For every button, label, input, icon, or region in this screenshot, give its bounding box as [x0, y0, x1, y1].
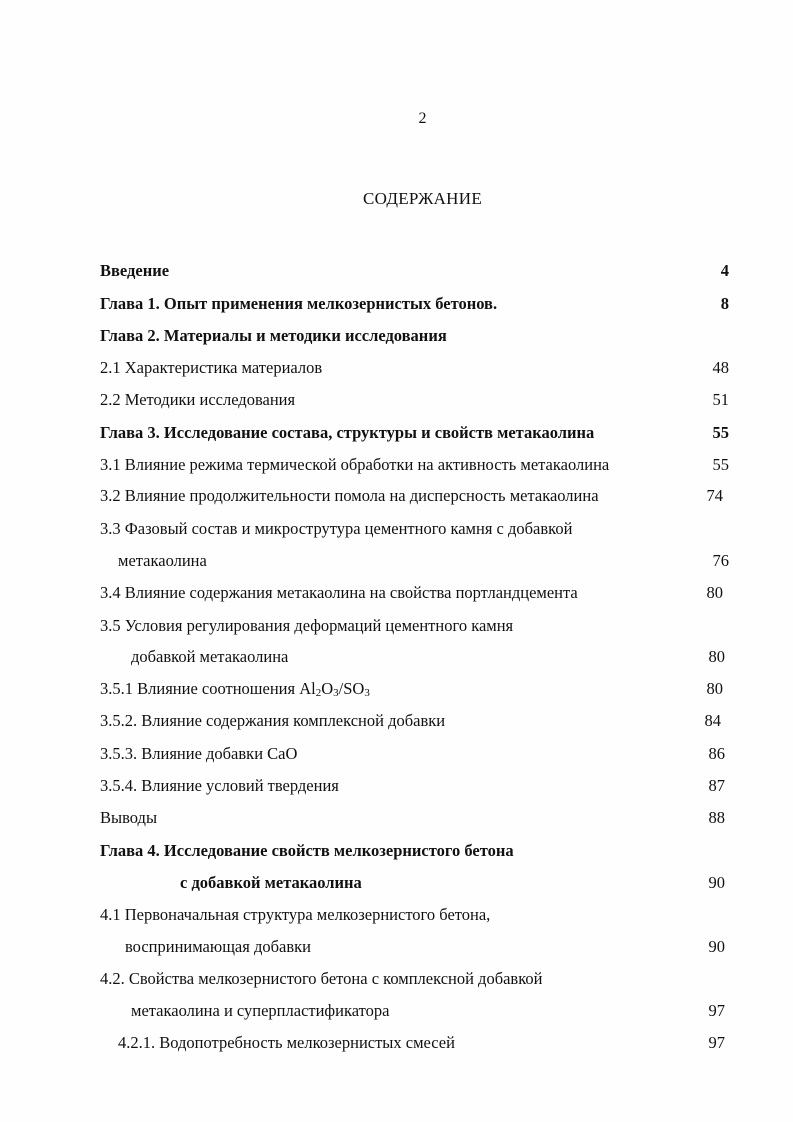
toc-entry-label: Введение [100, 261, 170, 280]
toc-entry-label: метакаолина [118, 551, 207, 570]
toc-entry-page: 80 [708, 647, 725, 666]
toc-entry-label: 3.3 Фазовый состав и микрострутура цементного камня с добавкой [100, 519, 573, 538]
toc-entry-page: 80 [706, 679, 723, 698]
toc-entry-4-2 [0, 967, 793, 991]
toc-entry-page: 8 [720, 294, 729, 313]
toc-entry-label [100, 677, 370, 705]
toc-entry-2-2 [0, 388, 793, 412]
toc-entry-page: 55 [712, 423, 729, 442]
toc-entry-label: Глава 2. Материалы и методики исследования [100, 326, 447, 345]
toc-entry-chapter-1 [0, 292, 793, 316]
toc-entry-label: с добавкой метакаолина [180, 873, 362, 892]
toc-entry-page: 74 [706, 486, 723, 505]
subscript: 3 [333, 687, 339, 699]
toc-entry-chapter-2 [0, 324, 793, 348]
toc-entry-page: 87 [708, 776, 725, 795]
toc-entry-label: Выводы [100, 808, 158, 827]
toc-entry-label: 2.1 Характеристика материалов [100, 358, 323, 377]
toc-entry-4-2-continued [0, 999, 793, 1023]
toc-entry-3-3-continued [0, 549, 793, 573]
toc-entry-label: 3.1 Влияние режима термической обработки на активность метакаолина [100, 455, 610, 474]
toc-entry-page: 4 [720, 261, 729, 280]
toc-entry-3-5-1 [0, 677, 793, 701]
subscript: 3 [364, 687, 370, 699]
toc-entry-chapter-3 [0, 421, 793, 445]
toc-entry-label: 3.4 Влияние содержания метакаолина на свойства портландцемента [100, 583, 578, 602]
toc-entry-page: 51 [712, 390, 729, 409]
toc-entry-4-1-continued [0, 935, 793, 959]
toc-entry-label: 4.2.1. Водопотребность мелкозернистых смесей [118, 1033, 455, 1052]
toc-entry-page: 80 [706, 583, 723, 602]
toc-entry-3-5-2 [0, 709, 793, 733]
toc-entry-label: добавкой метакаолина [131, 647, 289, 666]
toc-entry-label-text: /SO [338, 679, 365, 698]
toc-entry-label: Глава 1. Опыт применения мелкозернистых бетонов. [100, 294, 498, 313]
page-title: СОДЕРЖАНИЕ [362, 189, 483, 208]
toc-entry-3-5-4 [0, 774, 793, 798]
toc-entry-3-5 [0, 614, 793, 638]
toc-entry-4-1 [0, 903, 793, 927]
toc-entry-page: 76 [712, 551, 729, 570]
toc-entry-3-5-3 [0, 742, 793, 766]
toc-entry-label-text: O [321, 679, 334, 698]
toc-entry-page: 97 [708, 1033, 725, 1052]
toc-entry-label: метакаолина и суперпластификатора [131, 1001, 390, 1020]
toc-entry-page: 90 [708, 937, 725, 956]
page-number: 2 [418, 110, 427, 127]
toc-entry-2-1 [0, 356, 793, 380]
toc-entry-label: Глава 4. Исследование свойств мелкозернистого бетона [100, 841, 514, 860]
subscript: 2 [315, 687, 322, 699]
toc-entry-page: 86 [708, 744, 725, 763]
toc-entry-label: 3.5.3. Влияние добавки CaO [100, 744, 298, 763]
toc-entry-page: 97 [708, 1001, 725, 1020]
toc-entry-page: 48 [712, 358, 729, 377]
toc-entry-label: воспринимающая добавки [125, 937, 311, 956]
toc-entry-chapter-4-continued [0, 871, 793, 895]
toc-entry-label: 3.2 Влияние продолжительности помола на дисперсность метакаолина [100, 486, 599, 505]
toc-entry-label: 2.2 Методики исследования [100, 390, 296, 409]
toc-entry-3-5-continued [0, 645, 793, 669]
toc-entry-page: 90 [708, 873, 725, 892]
toc-entry-page: 55 [712, 455, 729, 474]
toc-entry-conclusions [0, 806, 793, 830]
toc-entry-3-4 [0, 581, 793, 605]
toc-entry-label-text: 3.5.1 Влияние соотношения Al [100, 679, 316, 698]
toc-entry-label: Глава 3. Исследование состава, структуры и свойств метакаолина [100, 423, 595, 442]
toc-entry-page: 84 [704, 711, 721, 730]
toc-entry-3-3 [0, 517, 793, 541]
toc-entry-label: 4.1 Первоначальная структура мелкозернистого бетона, [100, 905, 491, 924]
toc-entry-label: 3.5.2. Влияние содержания комплексной добавки [100, 711, 446, 730]
toc-entry-label: 3.5.4. Влияние условий твердения [100, 776, 339, 795]
toc-entry-chapter-4 [0, 839, 793, 863]
toc-entry-label: 4.2. Свойства мелкозернистого бетона с комплексной добавкой [100, 969, 543, 988]
toc-entry-label: 3.5 Условия регулирования деформаций цементного камня [100, 616, 514, 635]
toc-entry-introduction [0, 259, 793, 283]
toc-entry-page: 88 [708, 808, 725, 827]
toc-entry-4-2-1 [0, 1031, 793, 1055]
toc-entry-3-2 [0, 484, 793, 508]
toc-entry-3-1 [0, 453, 793, 477]
